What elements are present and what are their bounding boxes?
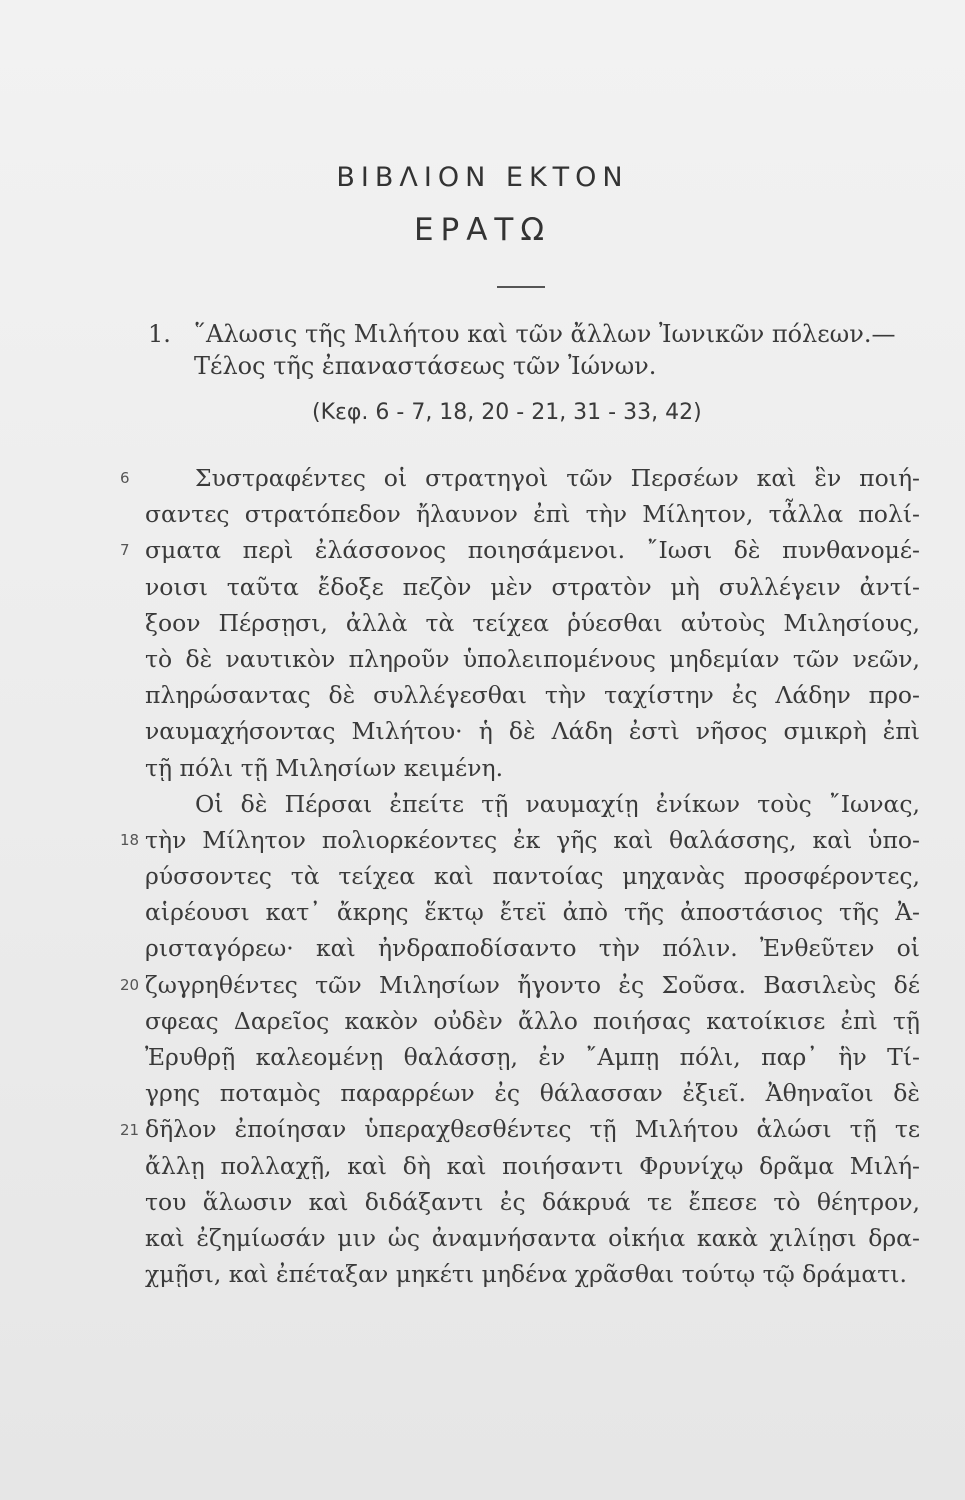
book-subtitle: ΕΡΑΤΩ (413, 212, 552, 248)
text-line: Οἱ δὲ Πέρσαι ἐπείτε τῇ ναυμαχίῃ ἐνίκων τοὺς ῎Ιωνας, (195, 789, 920, 818)
text-line: δῆλον ἐποίησαν ὑπεραχθεσθέντες τῇ Μιλήτου ἁλώσι τῇ τε (145, 1115, 920, 1144)
text-line: νοισι ταῦτα ἔδοξε πεζὸν μὲν στρατὸν μὴ συλλέγειν ἀντί- (145, 572, 920, 601)
text-line: Ἐρυθρῇ καλεομένῃ θαλάσσῃ, ἐν ῎Αμπῃ πόλι, παρ᾽ ἣν Τί- (145, 1043, 920, 1071)
text-line: ξοον Πέρσῃσι, ἀλλὰ τὰ τείχεα ῥύεσθαι αὐτοὺς Μιλησίους, (145, 608, 920, 637)
body-text (145, 460, 920, 1292)
text-line: ζωγρηθέντες τῶν Μιλησίων ἤγοντο ἐς Σοῦσα. Βασιλεὺς δέ (145, 970, 920, 999)
text-line: ναυμαχήσοντας Μιλήτου· ἡ δὲ Λάδη ἐστὶ νῆσος σμικρὴ ἐπὶ (145, 717, 920, 746)
text-line: ρύσσοντες τὰ τείχεα καὶ παντοίας μηχανὰς προσφέροντες, (145, 862, 920, 891)
section-heading-line1: ῞Αλωσις τῆς Μιλήτου καὶ τῶν ἄλλων Ἰωνικῶν πόλεων.— (194, 320, 896, 348)
text-line: γρης ποταμὸς παραρρέων ἐς θάλασσαν ἐξιεῖ. Ἀθηναῖοι δὲ (145, 1079, 920, 1108)
margin-chapter-number: 18 (120, 831, 140, 849)
text-line: σφεας Δαρεῖος κακὸν οὐδὲν ἄλλο ποιήσας κατοίκισε ἐπὶ τῇ (145, 1006, 920, 1035)
title-rule (497, 286, 545, 288)
section-heading-line2: Τέλος τῆς ἐπαναστάσεως τῶν Ἰώνων. (194, 352, 657, 380)
text-line: ρισταγόρεω· καὶ ἠνδραποδίσαντο τὴν πόλιν. Ἐνθεῦτεν οἱ (145, 934, 920, 963)
text-line: Συστραφέντες οἱ στρατηγοὶ τῶν Περσέων καὶ ἓν ποιή- (195, 464, 920, 492)
margin-chapter-number: 20 (120, 975, 140, 994)
text-line: του ἅλωσιν καὶ διδάξαντι ἐς δάκρυά τε ἔπεσε τὸ θέητρον, (145, 1187, 920, 1216)
text-line: τὸ δὲ ναυτικὸν πληροῦν ὑπολειπομένους μηδεμίαν τῶν νεῶν, (145, 644, 920, 673)
text-line: καὶ ἐζημίωσάν μιν ὡς ἀναμνήσαντα οἰκήια κακὰ χιλίῃσι δρα- (145, 1223, 920, 1252)
chapter-references: (Κεφ. 6 - 7, 18, 20 - 21, 31 - 33, 42) (312, 400, 702, 425)
text-line: σαντες στρατόπεδον ἤλαυνον ἐπὶ τὴν Μίλητον, τἆλλα πολί- (145, 500, 920, 529)
text-line: τῇ πόλι τῇ Μιλησίων κειμένη. (145, 753, 504, 782)
text-line: πληρώσαντας δὲ συλλέγεσθαι τὴν ταχίστην ἐς Λάδην προ- (145, 681, 920, 710)
text-line: ἄλλῃ πολλαχῇ, καὶ δὴ καὶ ποιήσαντι Φρυνίχῳ δρᾶμα Μιλή- (145, 1151, 920, 1180)
margin-chapter-number: 21 (120, 1120, 140, 1139)
text-line: σματα περὶ ἐλάσσονος ποιησάμενοι. ῎Ιωσι δὲ πυνθανομέ- (145, 536, 920, 565)
section-number: 1. (148, 320, 171, 348)
book-title: ΒΙΒΛΙΟΝ ΕΚΤΟΝ (336, 162, 629, 193)
text-line: χμῇσι, καὶ ἐπέταξαν μηκέτι μηδένα χρᾶσθαι τούτῳ τῷ δράματι. (145, 1260, 907, 1289)
margin-chapter-number: 6 (120, 469, 130, 487)
margin-chapter-number: 7 (120, 541, 130, 560)
text-line: αἱρέουσι κατ᾽ ἄκρης ἕκτῳ ἔτεϊ ἀπὸ τῆς ἀποστάσιος τῆς Ἀ- (145, 898, 920, 927)
text-line: τὴν Μίλητον πολιορκέοντες ἐκ γῆς καὶ θαλάσσης, καὶ ὑπο- (145, 825, 920, 854)
